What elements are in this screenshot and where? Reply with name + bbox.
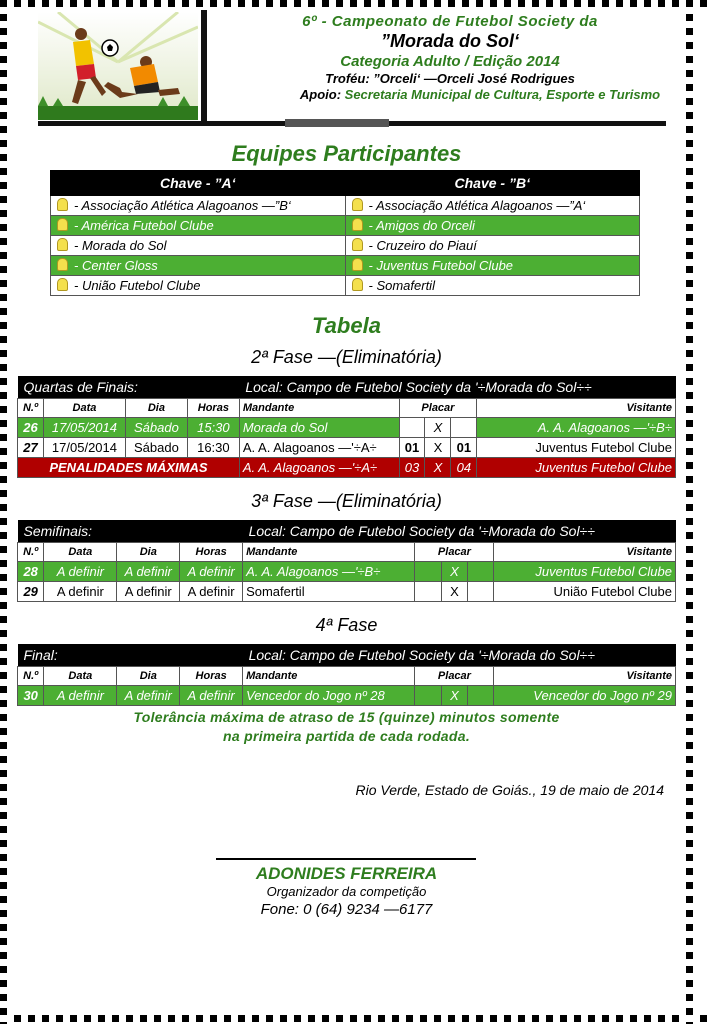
header-text [215, 13, 685, 102]
stage-label: Final: [18, 644, 243, 667]
away-score [468, 686, 494, 706]
teams-section-title: Equipes Participantes [231, 141, 462, 166]
home-team: Vencedor do Jogo nº 28 [243, 686, 415, 706]
home-score [415, 686, 441, 706]
team-name: - Associação Atlética Alagoanos —”B‘ [74, 198, 291, 213]
phase2-table [17, 376, 676, 478]
home-score: 01 [399, 418, 425, 438]
team-a-cell [51, 196, 346, 216]
score-separator: X [441, 582, 467, 602]
away-score: 03 [451, 418, 477, 438]
match-row [18, 438, 676, 458]
col-day: Dia [117, 667, 180, 686]
home-score: 03 [399, 458, 425, 478]
bulb-icon [57, 278, 68, 291]
col-hours: Horas [187, 399, 239, 418]
match-date: 17/05/2014 [43, 418, 125, 438]
phase4-header-bar [18, 644, 676, 667]
home-score: 01 [399, 438, 425, 458]
col-date: Data [43, 399, 125, 418]
header-rule-accent [285, 119, 389, 127]
match-date: 17/05/2014 [43, 438, 125, 458]
phase3-header-bar [18, 520, 676, 543]
teams-table [50, 170, 640, 296]
score-separator: X [425, 418, 451, 438]
team-b-cell [345, 196, 640, 216]
away-team: Juventus Futebol Clube [494, 562, 676, 582]
match-number: 27 [18, 438, 44, 458]
team-a-cell [51, 236, 346, 256]
venue-label: Local: Campo de Futebol Society da '÷Morada do Sol÷÷ [243, 520, 676, 543]
away-team: Juventus Futebol Clube [477, 458, 676, 478]
category-edition: Categoria Adulto / Edição 2014 [340, 53, 560, 70]
match-number: 30 [18, 686, 44, 706]
phase2-title: 2ª Fase —(Eliminatória) [251, 347, 442, 367]
match-date: A definir [44, 562, 117, 582]
home-score [415, 582, 441, 602]
penalties-label: PENALIDADES MÁXIMAS [18, 458, 240, 478]
match-date: A definir [44, 582, 117, 602]
team-name: - Morada do Sol [74, 238, 167, 253]
col-home: Mandante [239, 399, 399, 418]
col-score: Placar [415, 667, 494, 686]
header-vertical-separator [201, 10, 207, 122]
home-team: Somafertil [243, 582, 415, 602]
support-label: Apoio: [299, 87, 342, 102]
team-name: - Associação Atlética Alagoanos —”A‘ [368, 198, 586, 213]
col-away: Visitante [477, 399, 676, 418]
checkered-border-bottom [0, 1015, 711, 1022]
trophy-name: Troféu: ”Orceli‘ —Orceli José Rodrigues [325, 71, 575, 86]
team-a-cell [51, 216, 346, 236]
match-day: Sábado [125, 418, 187, 438]
tolerance-note-line2: na primeira partida de cada rodada. [222, 728, 471, 744]
match-day: A definir [117, 582, 180, 602]
col-date: Data [44, 667, 117, 686]
table-title: Tabela [312, 313, 381, 338]
tolerance-note-line1: Tolerância máxima de atraso de 15 (quinze) minutos somente [133, 709, 560, 725]
col-away: Visitante [494, 667, 676, 686]
score-separator: X [425, 458, 451, 478]
away-team: Juventus Futebol Clube [477, 438, 676, 458]
home-team: Morada do Sol [239, 418, 399, 438]
bulb-icon [57, 238, 68, 251]
column-headers [18, 667, 676, 686]
phase3-title: 3ª Fase —(Eliminatória) [251, 491, 442, 511]
team-row [51, 276, 640, 296]
match-hours: A definir [180, 562, 243, 582]
match-row [18, 582, 676, 602]
phase4-title: 4ª Fase [315, 615, 378, 635]
stage-label: Quartas de Finais: [18, 376, 240, 399]
bulb-icon [352, 218, 363, 231]
score-separator: X [425, 438, 451, 458]
match-day: Sábado [125, 438, 187, 458]
team-name: - Cruzeiro do Piauí [368, 238, 477, 253]
bulb-icon [57, 198, 68, 211]
match-hours: 16:30 [187, 438, 239, 458]
score-separator: X [441, 562, 467, 582]
team-b-cell [345, 216, 640, 236]
away-score [468, 582, 494, 602]
col-home: Mandante [243, 543, 415, 562]
bulb-icon [352, 198, 363, 211]
away-team: A. A. Alagoanos —'÷B÷ [477, 418, 676, 438]
team-b-cell [345, 256, 640, 276]
penalties-row [18, 458, 676, 478]
match-number: 26 [18, 418, 44, 438]
team-row [51, 196, 640, 216]
bulb-icon [352, 258, 363, 271]
organizer-role: Organizador da competição [266, 884, 427, 899]
team-b-cell [345, 276, 640, 296]
championship-title: 6º - Campeonato de Futebol Society da [302, 13, 598, 30]
away-team: União Futebol Clube [494, 582, 676, 602]
team-row [51, 236, 640, 256]
bulb-icon [352, 278, 363, 291]
match-row [18, 418, 676, 438]
team-name: - América Futebol Clube [74, 218, 214, 233]
signature-line [216, 858, 476, 860]
match-date: A definir [44, 686, 117, 706]
col-num: N.º [18, 667, 44, 686]
support-line [215, 87, 685, 102]
match-row [18, 562, 676, 582]
col-day: Dia [125, 399, 187, 418]
match-hours: 15:30 [187, 418, 239, 438]
away-team: Vencedor do Jogo nº 29 [494, 686, 676, 706]
team-row [51, 256, 640, 276]
match-day: A definir [117, 562, 180, 582]
match-number: 28 [18, 562, 44, 582]
col-num: N.º [18, 543, 44, 562]
bulb-icon [57, 258, 68, 271]
place-date: Rio Verde, Estado de Goiás., 19 de maio de 2014 [355, 782, 664, 798]
team-row [51, 216, 640, 236]
bulb-icon [57, 218, 68, 231]
home-score [415, 562, 441, 582]
support-value: Secretaria Municipal de Cultura, Esporte e Turismo [344, 87, 661, 102]
stage-label: Semifinais: [18, 520, 243, 543]
checkered-border-top [0, 0, 711, 7]
match-day: A definir [117, 686, 180, 706]
col-date: Data [44, 543, 117, 562]
team-a-cell [51, 256, 346, 276]
home-team: A. A. Alagoanos —'÷A÷ [239, 458, 399, 478]
team-b-cell [345, 236, 640, 256]
col-score: Placar [399, 399, 477, 418]
team-name: - Juventus Futebol Clube [368, 258, 514, 273]
phase4-table [17, 644, 676, 706]
away-score [468, 562, 494, 582]
away-score: 04 [451, 458, 477, 478]
team-name: - Amigos do Orceli [368, 218, 475, 233]
col-hours: Horas [180, 543, 243, 562]
bulb-icon [352, 238, 363, 251]
home-team: A. A. Alagoanos —'÷A÷ [239, 438, 399, 458]
col-away: Visitante [494, 543, 676, 562]
match-hours: A definir [180, 686, 243, 706]
col-num: N.º [18, 399, 44, 418]
team-a-cell [51, 276, 346, 296]
group-a-header: Chave - ”A‘ [51, 171, 346, 196]
score-separator: X [441, 686, 467, 706]
venue-label: Local: Campo de Futebol Society da '÷Morada do Sol÷÷ [239, 376, 675, 399]
team-name: - União Futebol Clube [74, 278, 201, 293]
col-home: Mandante [243, 667, 415, 686]
col-hours: Horas [180, 667, 243, 686]
col-score: Placar [415, 543, 494, 562]
team-name: - Center Gloss [74, 258, 158, 273]
organizer-name: ADONIDES FERREIRA [255, 864, 438, 883]
away-score: 01 [451, 438, 477, 458]
match-number: 29 [18, 582, 44, 602]
column-headers [18, 399, 676, 418]
championship-subtitle: ”Morada do Sol‘ [380, 31, 519, 51]
col-day: Dia [117, 543, 180, 562]
column-headers [18, 543, 676, 562]
phase3-table [17, 520, 676, 602]
group-b-header: Chave - ”B‘ [345, 171, 640, 196]
match-hours: A definir [180, 582, 243, 602]
match-row [18, 686, 676, 706]
phase2-header-bar [18, 376, 676, 399]
organizer-phone: Fone: 0 (64) 9234 —6177 [260, 901, 433, 918]
soccer-players-logo [38, 12, 198, 120]
venue-label: Local: Campo de Futebol Society da '÷Morada do Sol÷÷ [243, 644, 676, 667]
home-team: A. A. Alagoanos —'÷B÷ [243, 562, 415, 582]
team-name: - Somafertil [368, 278, 435, 293]
